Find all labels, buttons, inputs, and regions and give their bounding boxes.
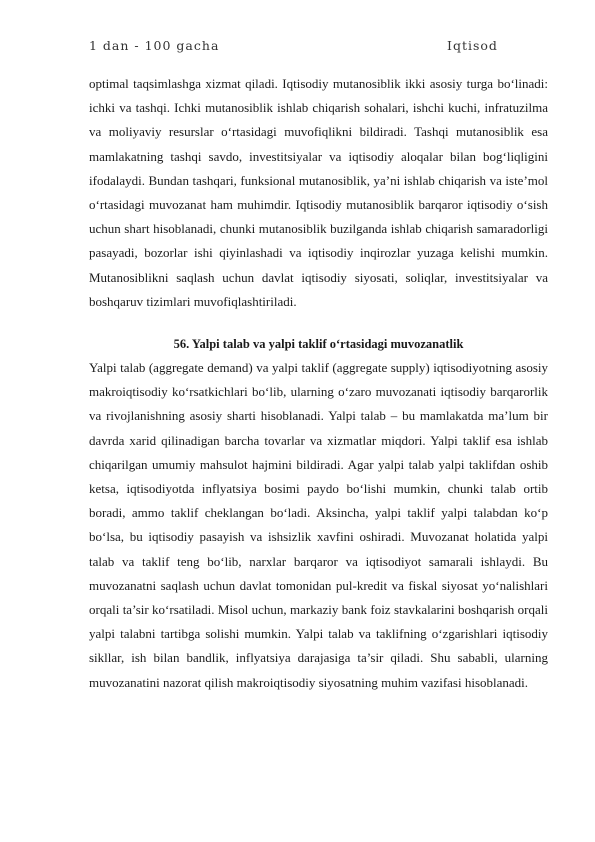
body-paragraph-2: Yalpi talab (aggregate demand) va yalpi taklif (aggregate supply) iqtisodiyotning asosiy makroiqtisodiy ko‘rsatkichlari bo‘lib, ularning o‘zaro muvozanati iqtisodiy barqarorlik va rivojlanishning asosiy sharti hisoblanadi. Yalpi talab – bu mamlakatda ma’lum bir davrda xarid qilinadigan barcha tovarlar va xizmatlar miqdori. Yalpi taklif esa ishlab chiqarilgan umumiy mahsulot hajmini bildiradi. Agar yalpi talab yalpi taklifdan oshib ketsa, iqtisodiyotda inflyatsiya bosimi paydo bo‘lishi mumkin, chunki talab ortib boradi, ammo taklif cheklangan bo‘ladi. Aksincha, yalpi taklif yalpi talabdan ko‘p bo‘lsa, bu iqtisodiy pasayish va ishsizlik xavfini oshiradi. Muvozanat holatida yalpi talab va taklif teng bo‘lib, narxlar barqaror va iqtisodiyot samarali ishlaydi. Bu muvozanatni saqlash uchun davlat tomonidan pul-kredit va fiskal siyosat yo‘nalishlari orqali ta’sir ko‘rsatiladi. Misol uchun, markaziy bank foiz stavkalarini boshqarish orqali yalpi talabni tartibga solishi mumkin. Yalpi talab va taklifning o‘zgarishlari iqtisodiy sikllar, ish bilan bandlik, inflyatsiya darajasiga ta’sir qiladi. Shu sababli, ularning muvozanatini nazorat qilish makroiqtisodiy siyosatning muhim vazifasi hisoblanadi.: [89, 360, 548, 690]
header-subject: Iqtisod: [447, 38, 498, 53]
page-header: [89, 38, 509, 56]
body-paragraph-1: optimal taqsimlashga xizmat qiladi. Iqtisodiy mutanosiblik ikki asosiy turga bo‘linadi: ichki va tashqi. Ichki mutanosiblik ishlab chiqarish sohalari, ishchi kuchi, infratuzilma va moliyaviy resurslar o‘rtasidagi muvofiqlikni bildiradi. Tashqi mutanosiblik esa mamlakatning tashqi savdo, investitsiyalar va iqtisodiy aloqalar bilan bog‘liqligini ifodalaydi. Bundan tashqari, funksional mutanosiblik, ya’ni ishlab chiqarish va iste’mol o‘rtasidagi muvozanat ham muhimdir. Iqtisodiy mutanosiblik barqaror iqtisodiy o‘sish uchun shart hisoblanadi, chunki mutanosiblik buzilganda ishlab chiqarish samaradorligi pasayadi, bozorlar ishi qiyinlashadi va iqtisodiy inqirozlar yuzaga kelishi mumkin. Mutanosiblikni saqlash uchun davlat iqtisodiy siyosati, soliqlar, investitsiyalar va boshqaruv tizimlari muvofiqlashtiriladi.: [89, 76, 548, 309]
section-title: 56. Yalpi talab va yalpi taklif o‘rtasidagi muvozanatlik: [173, 337, 464, 352]
header-range: 1 dan - 100 gacha: [89, 38, 220, 53]
page-content: [89, 72, 548, 695]
